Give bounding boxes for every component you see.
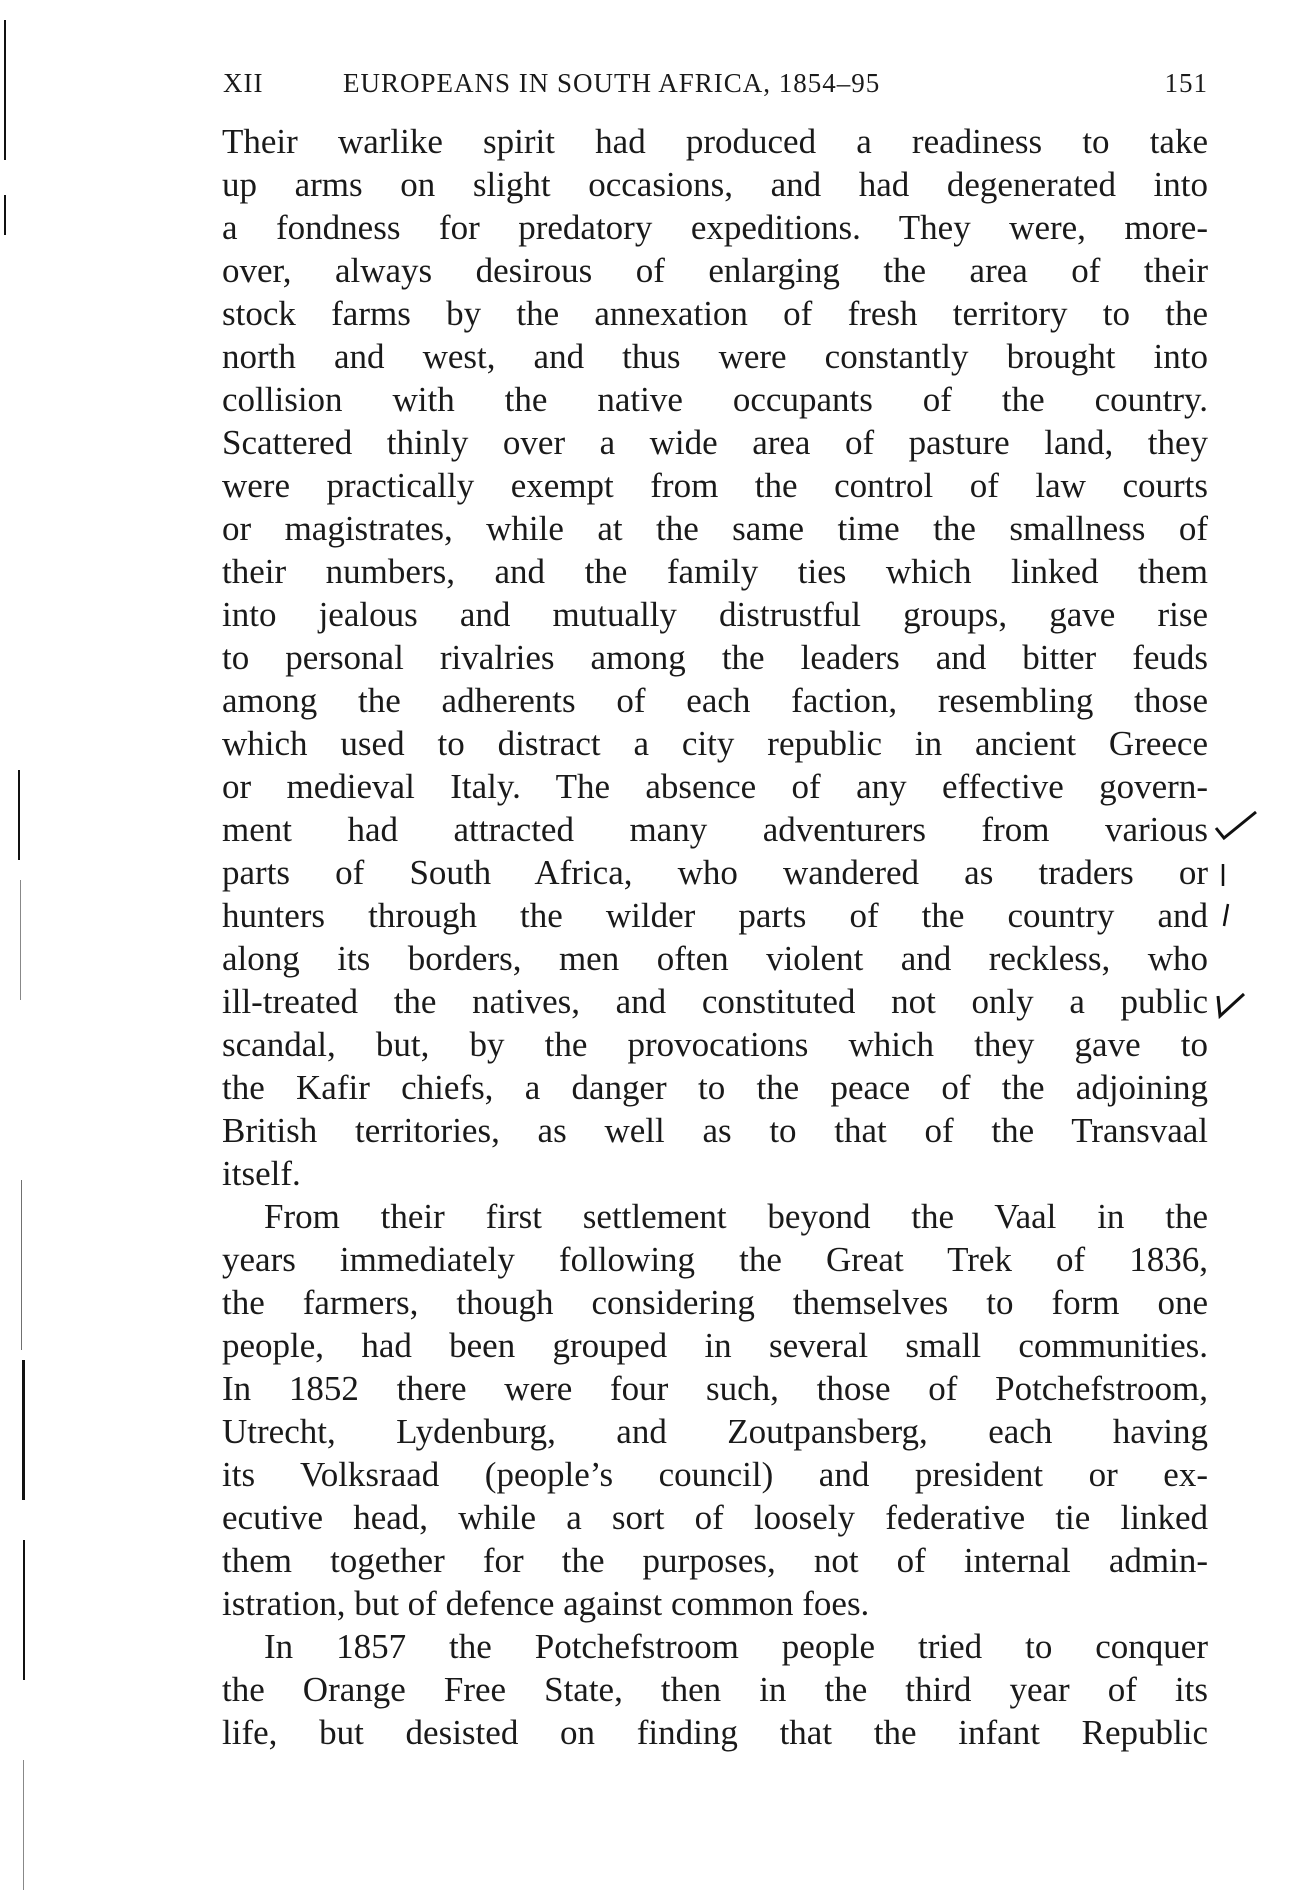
text-line: north and west, and thus were constantly brought into [222, 337, 1208, 376]
text-line: years immediately following the Great Trek of 1836, [222, 1240, 1208, 1279]
text-line: the farmers, though considering themselves to form one [222, 1283, 1208, 1322]
text-line: life, but desisted on finding that the infant Republic [222, 1713, 1208, 1752]
text-line: to personal rivalries among the leaders and bitter feuds [222, 638, 1208, 677]
text-line: among the adherents of each faction, resembling those [222, 681, 1208, 720]
text-line: ill-treated the natives, and constituted not only a public [222, 982, 1208, 1021]
text-line: istration, but of defence against common foes. [222, 1584, 870, 1623]
text-line: people, had been grouped in several small communities. [222, 1326, 1208, 1365]
text-line: Utrecht, Lydenburg, and Zoutpansberg, each having [222, 1412, 1208, 1451]
text-line: its Volksraad (people’s council) and president or ex- [222, 1455, 1208, 1494]
text-line: ment had attracted many adventurers from various [222, 810, 1208, 849]
text-line: a fondness for predatory expeditions. They were, more- [222, 208, 1208, 247]
text-line: collision with the native occupants of the country. [222, 380, 1208, 419]
text-line: From their first settlement beyond the Vaal in the [264, 1197, 1208, 1236]
binding-edge-line [23, 1540, 25, 1680]
text-line: In 1852 there were four such, those of Potchefstroom, [222, 1369, 1208, 1408]
text-line: their numbers, and the family ties which linked them [222, 552, 1208, 591]
text-line: or magistrates, while at the same time the smallness of [222, 509, 1208, 548]
text-line: hunters through the wilder parts of the country and [222, 896, 1208, 935]
text-line: which used to distract a city republic in ancient Greece [222, 724, 1208, 763]
binding-edge-line [23, 1760, 24, 1890]
text-line: British territories, as well as to that of the Transvaal [222, 1111, 1208, 1150]
binding-edge-line [21, 1180, 22, 1350]
text-line: ecutive head, while a sort of loosely federative tie linked [222, 1498, 1208, 1537]
text-line: In 1857 the Potchefstroom people tried to conquer [264, 1627, 1208, 1666]
text-line: up arms on slight occasions, and had degenerated into [222, 165, 1208, 204]
text-line: stock farms by the annexation of fresh territory to the [222, 294, 1208, 333]
text-line: or medieval Italy. The absence of any effective govern- [222, 767, 1208, 806]
binding-edge-line [4, 20, 6, 160]
check-mark-icon [1212, 988, 1246, 1022]
text-line: into jealous and mutually distrustful groups, gave rise [222, 595, 1208, 634]
text-line: over, always desirous of enlarging the area of their [222, 251, 1208, 290]
text-line: parts of South Africa, who wandered as traders or [222, 853, 1208, 892]
text-line: Their warlike spirit had produced a readiness to take [222, 122, 1208, 161]
running-head [223, 68, 1208, 108]
page-number: 151 [1164, 68, 1208, 98]
text-line: scandal, but, by the provocations which they gave to [222, 1025, 1208, 1064]
text-line: the Orange Free State, then in the third year of its [222, 1670, 1208, 1709]
text-line: were practically exempt from the control of law courts [222, 466, 1208, 505]
running-title: EUROPEANS IN SOUTH AFRICA, 1854–95 [343, 68, 881, 98]
tick-mark-icon [1220, 900, 1232, 930]
text-line: them together for the purposes, not of internal admin- [222, 1541, 1208, 1580]
binding-edge-line [20, 880, 21, 1000]
chapter-number: XII [223, 68, 264, 98]
text-line: Scattered thinly over a wide area of pasture land, they [222, 423, 1208, 462]
text-line: itself. [222, 1154, 301, 1193]
tick-mark-icon [1218, 860, 1228, 890]
check-mark-icon [1214, 808, 1258, 844]
binding-edge-line [18, 770, 20, 860]
binding-edge-line [22, 1360, 25, 1500]
binding-edge-line [4, 195, 6, 235]
text-line: the Kafir chiefs, a danger to the peace of the adjoining [222, 1068, 1208, 1107]
text-line: along its borders, men often violent and reckless, who [222, 939, 1208, 978]
